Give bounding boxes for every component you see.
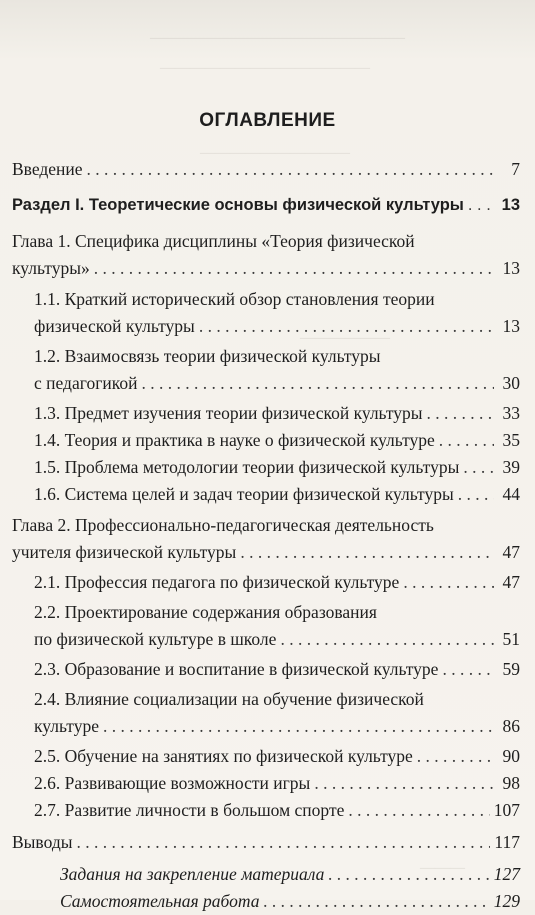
dot-leader	[87, 156, 494, 183]
toc-entry-1-4[interactable]	[12, 427, 520, 454]
toc-entry-text-line1: Глава 2. Профессионально-педагогическая деятельность	[12, 515, 434, 535]
toc-entry-1-2[interactable]	[12, 343, 520, 397]
dot-leader	[417, 743, 494, 770]
toc-page-number: 47	[502, 542, 520, 562]
dot-leader	[468, 192, 494, 219]
toc-entry-2-3[interactable]	[12, 656, 520, 683]
toc-entry-2-5[interactable]	[12, 743, 520, 770]
toc-page-number: 13	[502, 316, 520, 336]
dot-leader	[427, 400, 494, 427]
toc-entry-text: 1.4. Теория и практика в науке о физической культуре	[34, 430, 435, 450]
toc-page-number: 39	[502, 457, 520, 477]
dot-leader	[103, 713, 494, 740]
toc-entry-text: физической культуры	[34, 316, 195, 336]
toc-entry-2-7[interactable]	[12, 797, 520, 824]
toc-entry-text: с педагогикой	[34, 373, 138, 393]
toc-entry-2-4[interactable]	[12, 686, 520, 740]
toc-entry-text-line1: Глава 1. Специфика дисциплины «Теория физической	[12, 231, 415, 251]
toc-entry-text: 1.6. Система целей и задач теории физической культуры	[34, 484, 454, 504]
page-title: ОГЛАВЛЕНИЕ	[199, 110, 336, 131]
toc-entry-chapter-2[interactable]	[12, 512, 520, 566]
toc-entry-text: 2.1. Профессия педагога по физической культуре	[34, 572, 400, 592]
dot-leader	[442, 656, 494, 683]
toc-entry-text: Введение	[12, 159, 83, 179]
toc-page-number: 107	[493, 800, 520, 820]
toc-page-number: 129	[493, 891, 520, 911]
toc-entry-text: учителя физической культуры	[12, 542, 237, 562]
dot-leader	[328, 861, 489, 888]
dot-leader	[141, 370, 494, 397]
toc-entry-text: 2.3. Образование и воспитание в физической культуре	[34, 659, 439, 679]
toc-entry-text-line1: 2.4. Влияние социализации на обучение физической	[34, 689, 424, 709]
toc-page-number: 13	[501, 196, 520, 214]
toc-page-number: 44	[502, 484, 520, 504]
dot-leader	[240, 539, 494, 566]
toc-page-number: 7	[511, 159, 520, 179]
toc-page-number: 117	[494, 832, 520, 852]
table-of-contents	[12, 156, 520, 915]
toc-entry-text: 2.6. Развивающие возможности игры	[34, 773, 311, 793]
dot-leader	[348, 797, 489, 824]
dot-leader	[199, 313, 494, 340]
toc-entry-text: Раздел I. Теоретические основы физической культуры	[12, 196, 464, 214]
toc-page-number: 33	[502, 403, 520, 423]
dot-leader	[458, 481, 494, 508]
dot-leader	[403, 569, 494, 596]
toc-page-number: 90	[502, 746, 520, 766]
toc-entry-text: Самостоятельная работа	[60, 891, 260, 911]
toc-entry-text-line1: 1.1. Краткий исторический обзор становления теории	[34, 289, 435, 309]
toc-page-number: 86	[502, 716, 520, 736]
toc-entry-text: Выводы	[12, 832, 73, 852]
toc-page-number: 59	[502, 659, 520, 679]
toc-page-number: 47	[502, 572, 520, 592]
bleed-through-text: ————————————————— —————————————— —————————— —————— ———	[150, 30, 465, 876]
toc-entry-tasks[interactable]	[12, 861, 520, 888]
toc-entry-2-2[interactable]	[12, 599, 520, 653]
toc-entry-text: 2.5. Обучение на занятиях по физической культуре	[34, 746, 413, 766]
toc-entry-1-5[interactable]	[12, 454, 520, 481]
toc-page-number: 127	[493, 864, 520, 884]
toc-page-number: 35	[502, 430, 520, 450]
toc-entry-section-1[interactable]	[12, 192, 520, 219]
dot-leader	[439, 427, 494, 454]
toc-entry-text: 1.3. Предмет изучения теории физической культуры	[34, 403, 423, 423]
toc-entry-2-6[interactable]	[12, 770, 520, 797]
toc-entry-self-work[interactable]	[12, 888, 520, 915]
toc-entry-text: по физической культуре в школе	[34, 629, 277, 649]
toc-entry-text: культуры»	[12, 258, 90, 278]
toc-entry-conclusions[interactable]	[12, 829, 520, 856]
toc-page-number: 13	[502, 258, 520, 278]
toc-entry-text: Задания на закрепление материала	[60, 864, 325, 884]
toc-entry-2-1[interactable]	[12, 569, 520, 596]
toc-entry-1-6[interactable]	[12, 481, 520, 508]
toc-entry-introduction[interactable]	[12, 156, 520, 183]
toc-page-number: 51	[502, 629, 520, 649]
toc-entry-1-3[interactable]	[12, 400, 520, 427]
toc-page-number: 30	[502, 373, 520, 393]
dot-leader	[263, 888, 489, 915]
toc-entry-text-line1: 1.2. Взаимосвязь теории физической культуры	[34, 346, 381, 366]
toc-entry-1-1[interactable]	[12, 286, 520, 340]
dot-leader	[94, 255, 494, 282]
dot-leader	[76, 829, 490, 856]
toc-entry-text: культуре	[34, 716, 99, 736]
dot-leader	[314, 770, 494, 797]
dot-leader	[280, 626, 494, 653]
toc-page-number: 98	[502, 773, 520, 793]
toc-entry-text: 1.5. Проблема методологии теории физической культуры	[34, 457, 460, 477]
toc-entry-text: 2.7. Развитие личности в большом спорте	[34, 800, 345, 820]
toc-entry-text-line1: 2.2. Проектирование содержания образования	[34, 602, 377, 622]
toc-entry-chapter-1[interactable]	[12, 228, 520, 282]
dot-leader	[463, 454, 494, 481]
